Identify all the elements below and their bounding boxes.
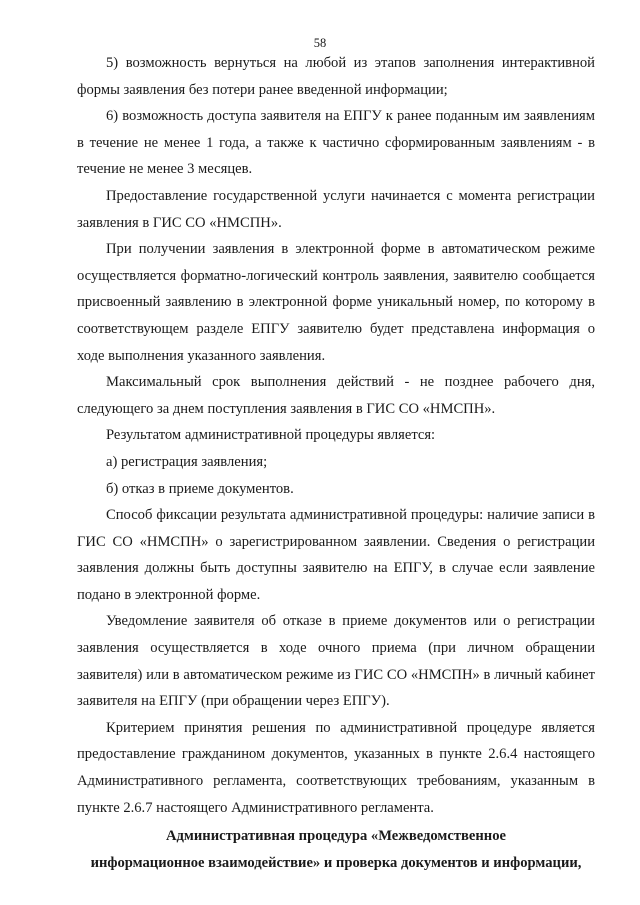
paragraph-electronic-form: При получении заявления в электронной форме в автоматическом режиме осуществляется форматно-логический контроль заявления, заявителю сообщается присвоенный заявлению в электронной форме уникальный номер, по которому в соответствующем разделе ЕПГУ заявителю будет представлена информация о ходе выполнения указанного заявления.: [77, 241, 595, 364]
paragraph-notification: Уведомление заявителя об отказе в приеме документов или о регистрации заявления осуществляется в ходе очного приема (при личном обращении заявителя) или в автоматическом режиме из ГИС СО «НМСПН» в личный кабинет заявителя на ЕПГУ (при обращении через ЕПГУ).: [77, 613, 595, 710]
paragraph-item-6: 6) возможность доступа заявителя на ЕПГУ к ранее поданным им заявлениям в течение не менее 1 года, а также к частично сформированным заявлениям - в течение не менее 3 месяцев.: [77, 108, 595, 178]
paragraph-item-5: 5) возможность вернуться на любой из этапов заполнения интерактивной формы заявления без потери ранее введенной информации;: [77, 55, 595, 98]
page-number: 58: [313, 36, 327, 50]
section-heading-line-1: Административная процедура «Межведомственное: [166, 828, 506, 845]
paragraph-result-a: а) регистрация заявления;: [106, 453, 268, 470]
page-body: [77, 50, 595, 876]
paragraph-max-term: Максимальный срок выполнения действий - не позднее рабочего дня, следующего за днем поступления заявления в ГИС СО «НМСПН».: [77, 374, 595, 417]
paragraph-result-intro: Результатом административной процедуры является:: [106, 427, 436, 444]
paragraph-result-b: б) отказ в приеме документов.: [106, 480, 294, 497]
section-heading-line-2: информационное взаимодействие» и проверка документов и информации,: [90, 854, 582, 871]
paragraph-decision-criterion: Критерием принятия решения по административной процедуре является предоставление гражданином документов, указанных в пункте 2.6.4 настоящего Административного регламента, соответствующих требованиям, указанным в пункте 2.6.7 настоящего Административного регламента.: [77, 719, 595, 816]
paragraph-service-start: Предоставление государственной услуги начинается с момента регистрации заявления в ГИС СО «НМСПН».: [77, 187, 595, 231]
paragraph-fixation-method: Способ фиксации результата административной процедуры: наличие записи в ГИС СО «НМСПН» о зарегистрированном заявлении. Сведения о регистрации заявления должны быть доступны заявителю на ЕПГУ, в случае если заявление подано в электронной форме.: [77, 507, 595, 603]
section-heading: [77, 823, 595, 876]
